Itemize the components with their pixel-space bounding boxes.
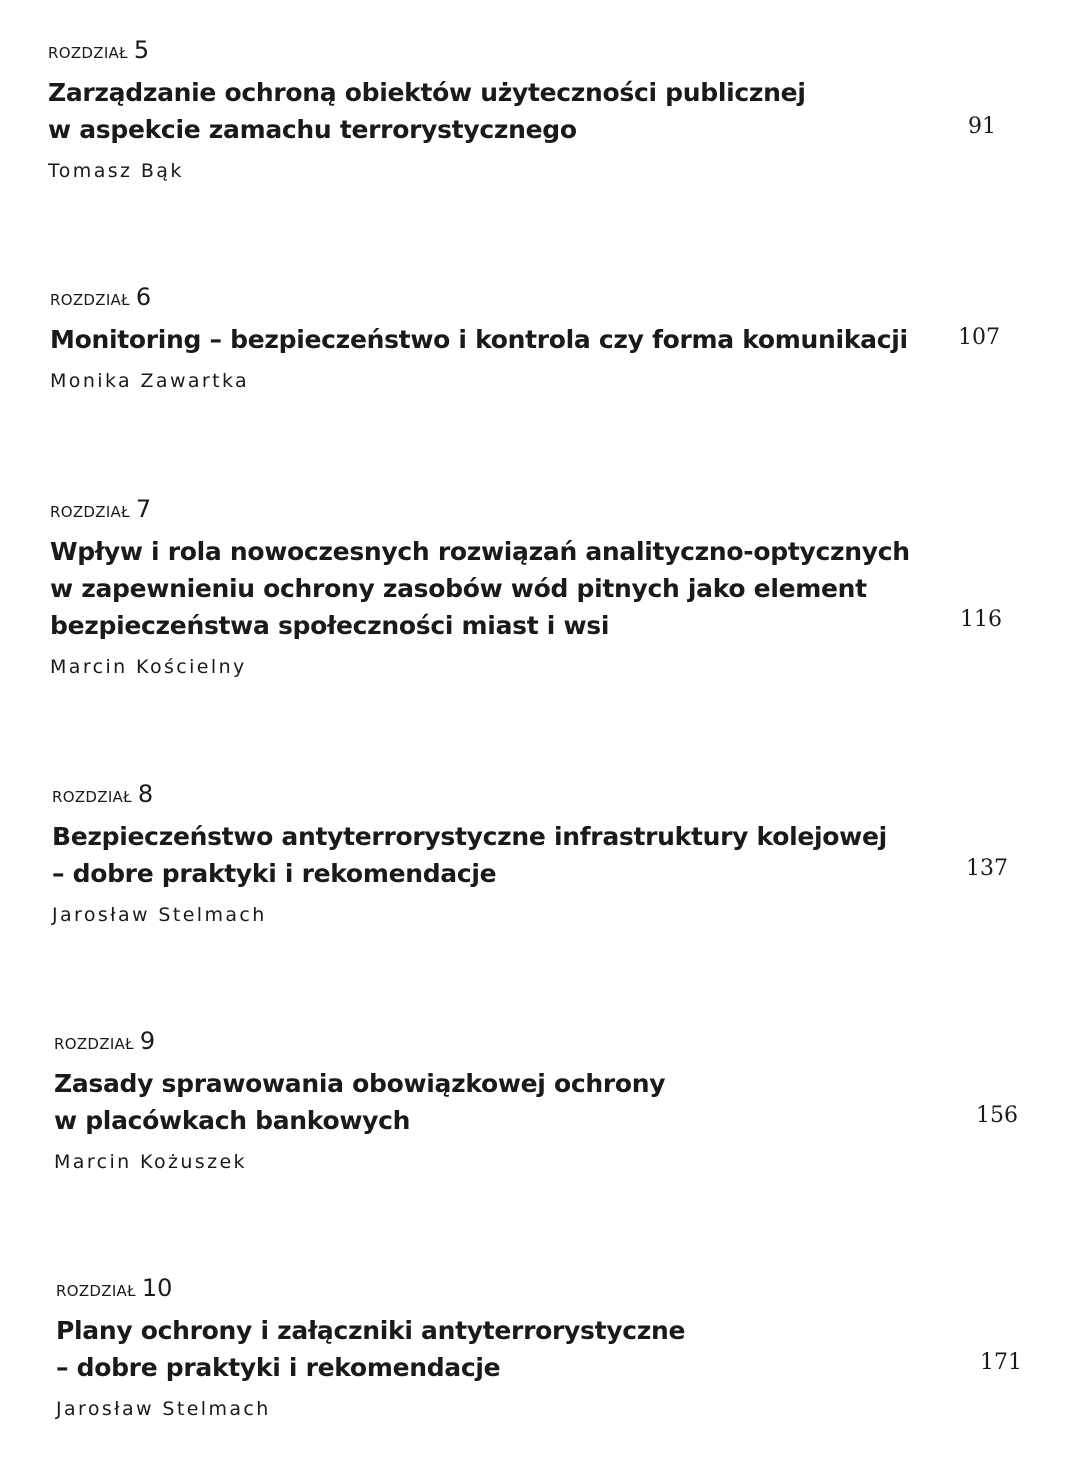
chapter-word: ROZDZIAŁ [50, 503, 130, 521]
page-number: 171 [980, 1350, 1022, 1375]
chapter-author: Marcin Kościelny [50, 656, 247, 678]
page-number: 137 [966, 856, 1008, 881]
chapter-number: 10 [141, 1274, 173, 1302]
chapter-label [56, 1274, 1056, 1304]
chapter-title-line: Zasady sprawowania obowiązkowej ochrony [54, 1069, 666, 1098]
chapter-author: Jarosław Stelmach [52, 904, 267, 926]
chapter-number: 6 [135, 283, 152, 311]
chapter-title-line: Monitoring – bezpieczeństwo i kontrola czy forma komunikacji [50, 325, 908, 354]
chapter-number: 9 [139, 1027, 156, 1055]
chapter-number: 7 [135, 495, 152, 523]
chapter-title [56, 1312, 926, 1386]
chapter-title [52, 818, 922, 892]
chapter-word: ROZDZIAŁ [52, 788, 132, 806]
chapter-title [48, 74, 918, 148]
toc-entry-chapter-10[interactable] [56, 1274, 1056, 1420]
chapter-word: ROZDZIAŁ [48, 44, 128, 62]
toc-entry-chapter-8[interactable] [52, 780, 1052, 926]
chapter-author: Monika Zawartka [50, 370, 250, 392]
chapter-title-line: Bezpieczeństwo antyterrorystyczne infrastruktury kolejowej [52, 822, 887, 851]
toc-entry-chapter-9[interactable] [54, 1027, 1054, 1173]
chapter-title [54, 1065, 924, 1139]
chapter-label [52, 780, 1052, 810]
chapter-author: Marcin Kożuszek [54, 1151, 247, 1173]
toc-entry-chapter-5[interactable] [48, 36, 1048, 182]
toc-entry-chapter-7[interactable] [50, 495, 1050, 678]
chapter-word: ROZDZIAŁ [56, 1282, 136, 1300]
page-number: 156 [976, 1103, 1018, 1128]
chapter-number: 8 [137, 780, 154, 808]
chapter-title-line: Plany ochrony i załączniki antyterrorystyczne [56, 1316, 686, 1345]
chapter-word: ROZDZIAŁ [50, 291, 130, 309]
chapter-title-line: – dobre praktyki i rekomendacje [52, 859, 497, 888]
chapter-title [50, 321, 920, 358]
page-number: 107 [958, 325, 1000, 350]
chapter-title-line: w zapewnieniu ochrony zasobów wód pitnych jako element [50, 574, 867, 603]
chapter-title [50, 533, 920, 644]
chapter-label [50, 283, 1050, 313]
page-number: 91 [968, 114, 996, 139]
chapter-title-line: Zarządzanie ochroną obiektów użyteczności publicznej [48, 78, 806, 107]
chapter-title-line: bezpieczeństwa społeczności miast i wsi [50, 611, 610, 640]
chapter-label [48, 36, 1048, 66]
chapter-title-line: w placówkach bankowych [54, 1106, 411, 1135]
chapter-label [54, 1027, 1054, 1057]
chapter-number: 5 [133, 36, 150, 64]
chapter-title-line: Wpływ i rola nowoczesnych rozwiązań analityczno-optycznych [50, 537, 910, 566]
chapter-word: ROZDZIAŁ [54, 1035, 134, 1053]
chapter-title-line: – dobre praktyki i rekomendacje [56, 1353, 501, 1382]
chapter-title-line: w aspekcie zamachu terrorystycznego [48, 115, 577, 144]
page-number: 116 [960, 607, 1002, 632]
chapter-label [50, 495, 1050, 525]
chapter-author: Tomasz Bąk [48, 160, 184, 182]
toc-entry-chapter-6[interactable] [50, 283, 1050, 392]
chapter-author: Jarosław Stelmach [56, 1398, 271, 1420]
